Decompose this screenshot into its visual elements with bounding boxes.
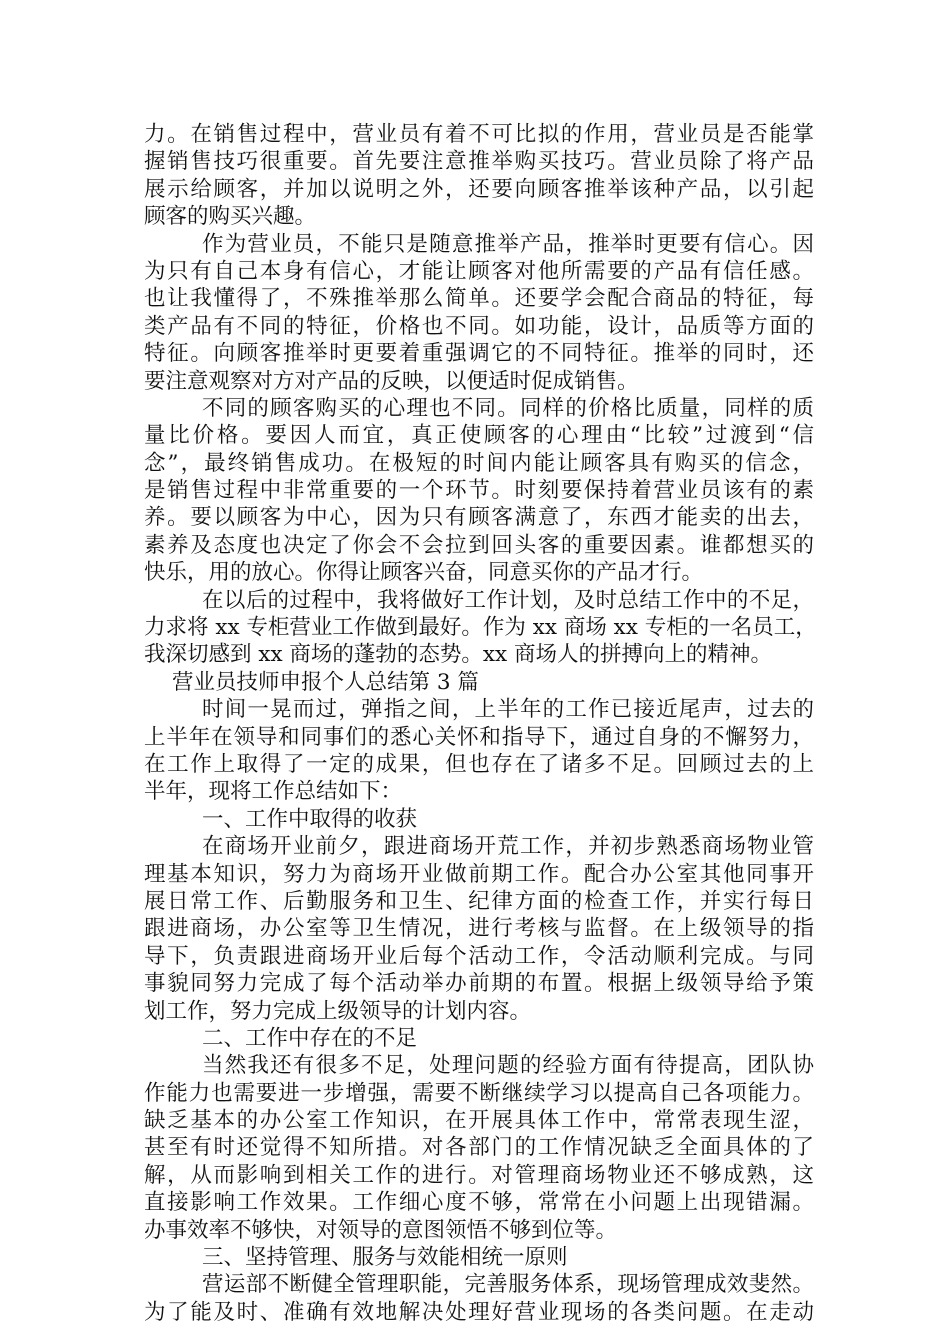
text-line: 跟进商场，办公室等卫生情况，进行考核与监督。在上级领导的指 xyxy=(144,916,814,942)
text-line: 展日常工作、后勤服务和卫生、纪律方面的检查工作，并实行每日 xyxy=(144,888,814,914)
text-line: 在工作上取得了一定的成果，但也存在了诸多不足。回顾过去的上 xyxy=(144,751,814,777)
section-heading xyxy=(144,1244,814,1271)
section-title xyxy=(144,669,814,696)
paragraph xyxy=(144,1052,814,1244)
text-line: 展示给顾客，并加以说明之外，还要向顾客推举该种产品，以引起 xyxy=(144,176,814,202)
text-line: 顾客的购买兴趣。 xyxy=(144,204,317,230)
text-line: 作为营业员，不能只是随意推举产品，推举时更要有信心。因 xyxy=(202,231,814,257)
section-heading xyxy=(144,1025,814,1052)
text-line: 素养及态度也决定了你会不会拉到回头客的重要因素。谁都想买的 xyxy=(144,532,814,558)
text-line: 解，从而影响到相关工作的进行。对管理商场物业还不够成熟，这 xyxy=(144,1162,814,1188)
text-line: 握销售技巧很重要。首先要注意推举购买技巧。营业员除了将产品 xyxy=(144,149,814,175)
text-line: 是销售过程中非常重要的一个环节。时刻要保持着营业员该有的素 xyxy=(144,478,814,504)
text-line: 快乐，用的放心。你得让顾客兴奋，同意买你的产品才行。 xyxy=(144,560,704,586)
paragraph xyxy=(144,833,814,1025)
text-line: 力求将 xx 专柜营业工作做到最好。作为 xx 商场 xx 专柜的一名员工， xyxy=(144,615,817,641)
text-line: 我深切感到 xx 商场的蓬勃的态势。xx 商场人的拼搏向上的精神。 xyxy=(144,642,773,668)
document-body xyxy=(144,121,817,1326)
text-line: 特征。向顾客推举时更要着重强调它的不同特征。推举的同时，还 xyxy=(144,341,814,367)
text-line: 当然我还有很多不足，处理问题的经验方面有待提高，团队协 xyxy=(202,1053,814,1079)
paragraph xyxy=(144,696,814,806)
paragraph xyxy=(144,587,817,669)
text-line: 时间一晃而过，弹指之间，上半年的工作已接近尾声，过去的 xyxy=(202,697,814,723)
text-line: 在商场开业前夕，跟进商场开荒工作，并初步熟悉商场物业管 xyxy=(202,834,814,860)
text-line: 力。在销售过程中，营业员有着不可比拟的作用，营业员是否能掌 xyxy=(144,122,814,147)
text-line: 半年，现将工作总结如下： xyxy=(144,779,403,805)
text-line: 念”，最终销售成功。在极短的时间内能让顾客具有购买的信念， xyxy=(144,450,814,476)
paragraph xyxy=(144,231,814,395)
text-line: 养。要以顾客为中心，因为只有顾客满意了，东西才能卖的出去， xyxy=(144,505,814,531)
text-line: 为了能及时、准确有效地解决处理好营业现场的各类问题。在走动 xyxy=(144,1299,814,1325)
text-line: 要注意观察对方对产品的反映，以便适时促成销售。 xyxy=(144,368,639,394)
text-line: 上半年在领导和同事们的悉心关怀和指导下，通过自身的不懈努力， xyxy=(144,724,814,750)
text-line: 事貌同努力完成了每个活动举办前期的布置。根据上级领导给予策 xyxy=(144,971,814,997)
text-line: 划工作，努力完成上级领导的计划内容。 xyxy=(144,998,532,1024)
text-line: 营运部不断健全管理职能，完善服务体系，现场管理成效斐然。 xyxy=(202,1272,814,1298)
text-line: 为只有自己本身有信心，才能让顾客对他所需要的产品有信任感。 xyxy=(144,258,814,284)
text-line: 作能力也需要进一步增强，需要不断继续学习以提高自己各项能力。 xyxy=(144,1080,814,1106)
text-line: 三、坚持管理、服务与效能相统一原则 xyxy=(202,1245,568,1271)
text-line: 甚至有时还觉得不知所措。对各部门的工作情况缺乏全面具体的了 xyxy=(144,1135,814,1161)
section-heading xyxy=(144,806,814,833)
paragraph xyxy=(144,395,814,587)
text-line: 量比价格。要因人而宜，真正使顾客的心理由“比较”过渡到“信 xyxy=(144,423,814,449)
text-line: 也让我懂得了，不殊推举那么简单。还要学会配合商品的特征，每 xyxy=(144,286,814,312)
text-line: 一、工作中取得的收获 xyxy=(202,806,418,832)
text-line: 营业员技师申报个人总结第 3 篇 xyxy=(172,669,479,695)
text-line: 理基本知识，努力为商场开业做前期工作。配合办公室其他同事开 xyxy=(144,861,814,887)
text-line: 类产品有不同的特征，价格也不同。如功能，设计，品质等方面的 xyxy=(144,313,814,339)
text-line: 二、工作中存在的不足 xyxy=(202,1025,418,1051)
text-line: 缺乏基本的办公室工作知识，在开展具体工作中，常常表现生涩， xyxy=(144,1108,814,1134)
paragraph xyxy=(144,1271,814,1326)
text-line: 导下，负责跟进商场开业后每个活动工作，令活动顺利完成。与同 xyxy=(144,943,814,969)
text-line: 在以后的过程中，我将做好工作计划，及时总结工作中的不足， xyxy=(202,587,814,613)
text-line: 不同的顾客购买的心理也不同。同样的价格比质量，同样的质 xyxy=(202,395,814,421)
paragraph-continuation xyxy=(144,121,814,231)
text-line: 直接影响工作效果。工作细心度不够，常常在小问题上出现错漏。 xyxy=(144,1190,814,1216)
text-line: 办事效率不够快，对领导的意图领悟不够到位等。 xyxy=(144,1217,618,1243)
